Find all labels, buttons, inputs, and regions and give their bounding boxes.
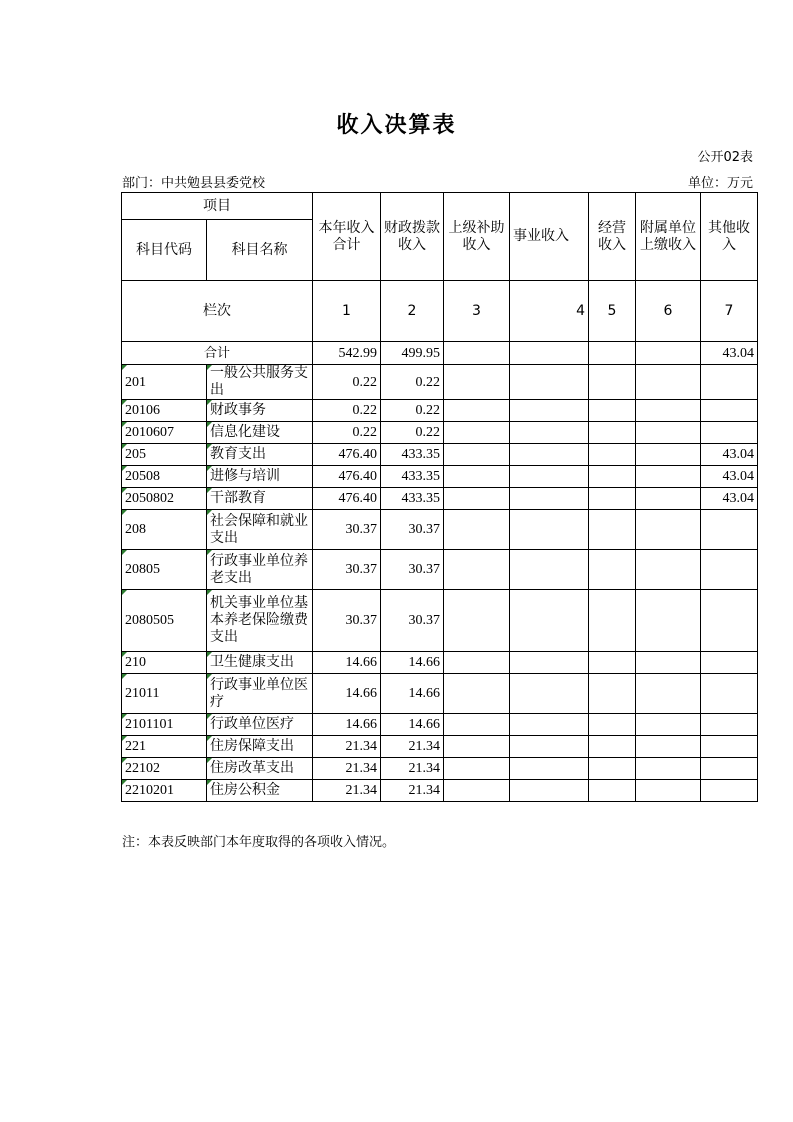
row-value-1: 0.22 <box>313 365 381 400</box>
row-code: 208 <box>122 510 207 550</box>
row-value-6 <box>636 488 701 510</box>
cell-marker-icon <box>122 365 127 370</box>
row-value-2: 0.22 <box>381 365 444 400</box>
row-value-3 <box>444 466 510 488</box>
row-value-2: 433.35 <box>381 488 444 510</box>
page-title: 收入决算表 <box>336 113 457 138</box>
row-value-2: 433.35 <box>381 466 444 488</box>
cell-marker-icon <box>207 400 212 405</box>
row-value-6 <box>636 466 701 488</box>
row-value-2: 0.22 <box>381 400 444 422</box>
row-code: 2210201 <box>122 780 207 802</box>
row-code: 2010607 <box>122 422 207 444</box>
row-code: 205 <box>122 444 207 466</box>
row-value-6 <box>636 400 701 422</box>
total-value-4 <box>510 342 589 365</box>
form-number: 公开02表 <box>697 150 753 165</box>
row-value-5 <box>589 365 636 400</box>
col-number-7: 7 <box>701 281 758 342</box>
cell-marker-icon <box>122 780 127 785</box>
row-value-7 <box>701 736 758 758</box>
row-value-1: 30.37 <box>313 510 381 550</box>
row-name: 行政事业单位养老支出 <box>207 550 313 590</box>
col-number-4: 4 <box>510 281 589 342</box>
unit-label: 单位：万元 <box>687 176 753 191</box>
row-value-7 <box>701 758 758 780</box>
row-value-7 <box>701 780 758 802</box>
total-value-3 <box>444 342 510 365</box>
row-value-3 <box>444 444 510 466</box>
row-code: 21011 <box>122 674 207 714</box>
row-value-1: 476.40 <box>313 444 381 466</box>
cell-marker-icon <box>207 365 212 370</box>
row-value-1: 21.34 <box>313 736 381 758</box>
row-value-7 <box>701 674 758 714</box>
row-value-3 <box>444 488 510 510</box>
row-value-1: 476.40 <box>313 466 381 488</box>
header-lanci: 栏次 <box>122 281 313 342</box>
income-table <box>121 192 758 802</box>
row-code: 221 <box>122 736 207 758</box>
cell-marker-icon <box>122 736 127 741</box>
total-value-6 <box>636 342 701 365</box>
row-name: 财政事务 <box>207 400 313 422</box>
cell-marker-icon <box>122 400 127 405</box>
row-value-2: 14.66 <box>381 652 444 674</box>
col-number-3: 3 <box>444 281 510 342</box>
cell-marker-icon <box>122 590 127 595</box>
row-value-1: 21.34 <box>313 758 381 780</box>
cell-marker-icon <box>122 758 127 763</box>
row-value-7 <box>701 714 758 736</box>
row-value-6 <box>636 550 701 590</box>
header-project: 项目 <box>122 193 313 220</box>
row-value-5 <box>589 736 636 758</box>
row-value-7: 43.04 <box>701 488 758 510</box>
row-value-5 <box>589 652 636 674</box>
row-value-2: 21.34 <box>381 736 444 758</box>
total-value-7: 43.04 <box>701 342 758 365</box>
row-value-1: 0.22 <box>313 422 381 444</box>
row-value-4 <box>510 466 589 488</box>
cell-marker-icon <box>207 510 212 515</box>
table-row <box>122 590 758 652</box>
row-value-5 <box>589 444 636 466</box>
table-row <box>122 466 758 488</box>
col-number-1: 1 <box>313 281 381 342</box>
row-value-1: 476.40 <box>313 488 381 510</box>
header-col-7: 其他收入 <box>701 193 758 281</box>
row-value-7 <box>701 510 758 550</box>
row-value-4 <box>510 488 589 510</box>
cell-marker-icon <box>207 780 212 785</box>
row-value-3 <box>444 422 510 444</box>
row-value-2: 30.37 <box>381 550 444 590</box>
row-value-6 <box>636 444 701 466</box>
total-value-2: 499.95 <box>381 342 444 365</box>
row-value-3 <box>444 400 510 422</box>
row-name: 信息化建设 <box>207 422 313 444</box>
row-name: 住房公积金 <box>207 780 313 802</box>
row-value-6 <box>636 674 701 714</box>
row-value-7 <box>701 590 758 652</box>
row-value-3 <box>444 758 510 780</box>
cell-marker-icon <box>122 550 127 555</box>
row-value-7 <box>701 400 758 422</box>
row-code: 20106 <box>122 400 207 422</box>
row-value-3 <box>444 652 510 674</box>
row-value-2: 0.22 <box>381 422 444 444</box>
row-value-2: 30.37 <box>381 590 444 652</box>
cell-marker-icon <box>207 466 212 471</box>
cell-marker-icon <box>122 444 127 449</box>
row-code: 20508 <box>122 466 207 488</box>
row-code: 201 <box>122 365 207 400</box>
department-label: 部门：中共勉县县委党校 <box>122 176 266 191</box>
row-value-6 <box>636 365 701 400</box>
row-value-1: 14.66 <box>313 714 381 736</box>
row-value-3 <box>444 590 510 652</box>
row-value-7: 43.04 <box>701 466 758 488</box>
row-value-5 <box>589 488 636 510</box>
row-code: 2050802 <box>122 488 207 510</box>
row-value-3 <box>444 550 510 590</box>
row-value-4 <box>510 590 589 652</box>
table-row <box>122 780 758 802</box>
header-col-5: 经营收入 <box>589 193 636 281</box>
row-value-4 <box>510 780 589 802</box>
row-value-1: 0.22 <box>313 400 381 422</box>
row-value-4 <box>510 714 589 736</box>
col-number-2: 2 <box>381 281 444 342</box>
table-row <box>122 652 758 674</box>
row-value-1: 30.37 <box>313 550 381 590</box>
row-value-6 <box>636 736 701 758</box>
header-col-2: 财政拨款收入 <box>381 193 444 281</box>
row-value-3 <box>444 510 510 550</box>
row-value-6 <box>636 422 701 444</box>
row-value-5 <box>589 674 636 714</box>
row-value-5 <box>589 550 636 590</box>
row-value-1: 21.34 <box>313 780 381 802</box>
row-value-6 <box>636 780 701 802</box>
total-value-5 <box>589 342 636 365</box>
cell-marker-icon <box>207 758 212 763</box>
cell-marker-icon <box>207 590 212 595</box>
row-value-2: 14.66 <box>381 714 444 736</box>
row-value-5 <box>589 400 636 422</box>
cell-marker-icon <box>122 652 127 657</box>
row-value-7: 43.04 <box>701 444 758 466</box>
row-value-3 <box>444 365 510 400</box>
row-value-5 <box>589 510 636 550</box>
row-code: 210 <box>122 652 207 674</box>
table-row <box>122 422 758 444</box>
table-row <box>122 550 758 590</box>
row-value-4 <box>510 758 589 780</box>
row-value-6 <box>636 510 701 550</box>
cell-marker-icon <box>207 422 212 427</box>
table-row <box>122 488 758 510</box>
cell-marker-icon <box>122 466 127 471</box>
row-value-5 <box>589 758 636 780</box>
footnote: 注：本表反映部门本年度取得的各项收入情况。 <box>122 835 396 850</box>
row-name: 一般公共服务支出 <box>207 365 313 400</box>
row-value-1: 14.66 <box>313 652 381 674</box>
row-name: 住房保障支出 <box>207 736 313 758</box>
row-value-4 <box>510 365 589 400</box>
row-value-4 <box>510 510 589 550</box>
cell-marker-icon <box>122 488 127 493</box>
table-row <box>122 758 758 780</box>
cell-marker-icon <box>207 550 212 555</box>
col-number-6: 6 <box>636 281 701 342</box>
row-value-4 <box>510 652 589 674</box>
row-value-3 <box>444 780 510 802</box>
col-number-5: 5 <box>589 281 636 342</box>
header-col-1: 本年收入合计 <box>313 193 381 281</box>
cell-marker-icon <box>122 714 127 719</box>
cell-marker-icon <box>122 674 127 679</box>
row-name: 卫生健康支出 <box>207 652 313 674</box>
row-value-4 <box>510 400 589 422</box>
row-value-7 <box>701 365 758 400</box>
table-row <box>122 444 758 466</box>
row-value-2: 21.34 <box>381 758 444 780</box>
row-name: 教育支出 <box>207 444 313 466</box>
cell-marker-icon <box>122 510 127 515</box>
row-value-2: 14.66 <box>381 674 444 714</box>
row-name: 干部教育 <box>207 488 313 510</box>
row-name: 行政单位医疗 <box>207 714 313 736</box>
header-col-4: 事业收入 <box>510 193 589 281</box>
cell-marker-icon <box>207 652 212 657</box>
header-code: 科目代码 <box>122 220 207 281</box>
row-name: 社会保障和就业支出 <box>207 510 313 550</box>
row-value-4 <box>510 674 589 714</box>
row-value-5 <box>589 422 636 444</box>
row-value-4 <box>510 736 589 758</box>
row-code: 22102 <box>122 758 207 780</box>
row-name: 行政事业单位医疗 <box>207 674 313 714</box>
row-value-6 <box>636 652 701 674</box>
total-value-1: 542.99 <box>313 342 381 365</box>
row-value-7 <box>701 652 758 674</box>
row-value-1: 14.66 <box>313 674 381 714</box>
header-col-3: 上级补助收入 <box>444 193 510 281</box>
table-row <box>122 510 758 550</box>
row-value-2: 21.34 <box>381 780 444 802</box>
cell-marker-icon <box>207 736 212 741</box>
row-value-4 <box>510 444 589 466</box>
row-value-2: 30.37 <box>381 510 444 550</box>
row-value-4 <box>510 550 589 590</box>
row-code: 20805 <box>122 550 207 590</box>
total-label: 合计 <box>122 342 313 365</box>
row-value-3 <box>444 736 510 758</box>
row-value-5 <box>589 466 636 488</box>
table-row <box>122 674 758 714</box>
row-value-6 <box>636 758 701 780</box>
row-value-5 <box>589 714 636 736</box>
row-name: 机关事业单位基本养老保险缴费支出 <box>207 590 313 652</box>
table-row <box>122 736 758 758</box>
row-value-4 <box>510 422 589 444</box>
total-row <box>122 342 758 365</box>
row-value-1: 30.37 <box>313 590 381 652</box>
row-value-5 <box>589 780 636 802</box>
cell-marker-icon <box>207 714 212 719</box>
row-value-7 <box>701 550 758 590</box>
row-name: 住房改革支出 <box>207 758 313 780</box>
cell-marker-icon <box>122 422 127 427</box>
row-code: 2101101 <box>122 714 207 736</box>
row-value-2: 433.35 <box>381 444 444 466</box>
header-col-6: 附属单位上缴收入 <box>636 193 701 281</box>
row-value-6 <box>636 714 701 736</box>
row-code: 2080505 <box>122 590 207 652</box>
header-name: 科目名称 <box>207 220 313 281</box>
row-name: 进修与培训 <box>207 466 313 488</box>
table-row <box>122 365 758 400</box>
table-row <box>122 714 758 736</box>
cell-marker-icon <box>207 444 212 449</box>
row-value-7 <box>701 422 758 444</box>
row-value-3 <box>444 674 510 714</box>
row-value-5 <box>589 590 636 652</box>
cell-marker-icon <box>207 488 212 493</box>
row-value-3 <box>444 714 510 736</box>
cell-marker-icon <box>207 674 212 679</box>
table-row <box>122 400 758 422</box>
row-value-6 <box>636 590 701 652</box>
